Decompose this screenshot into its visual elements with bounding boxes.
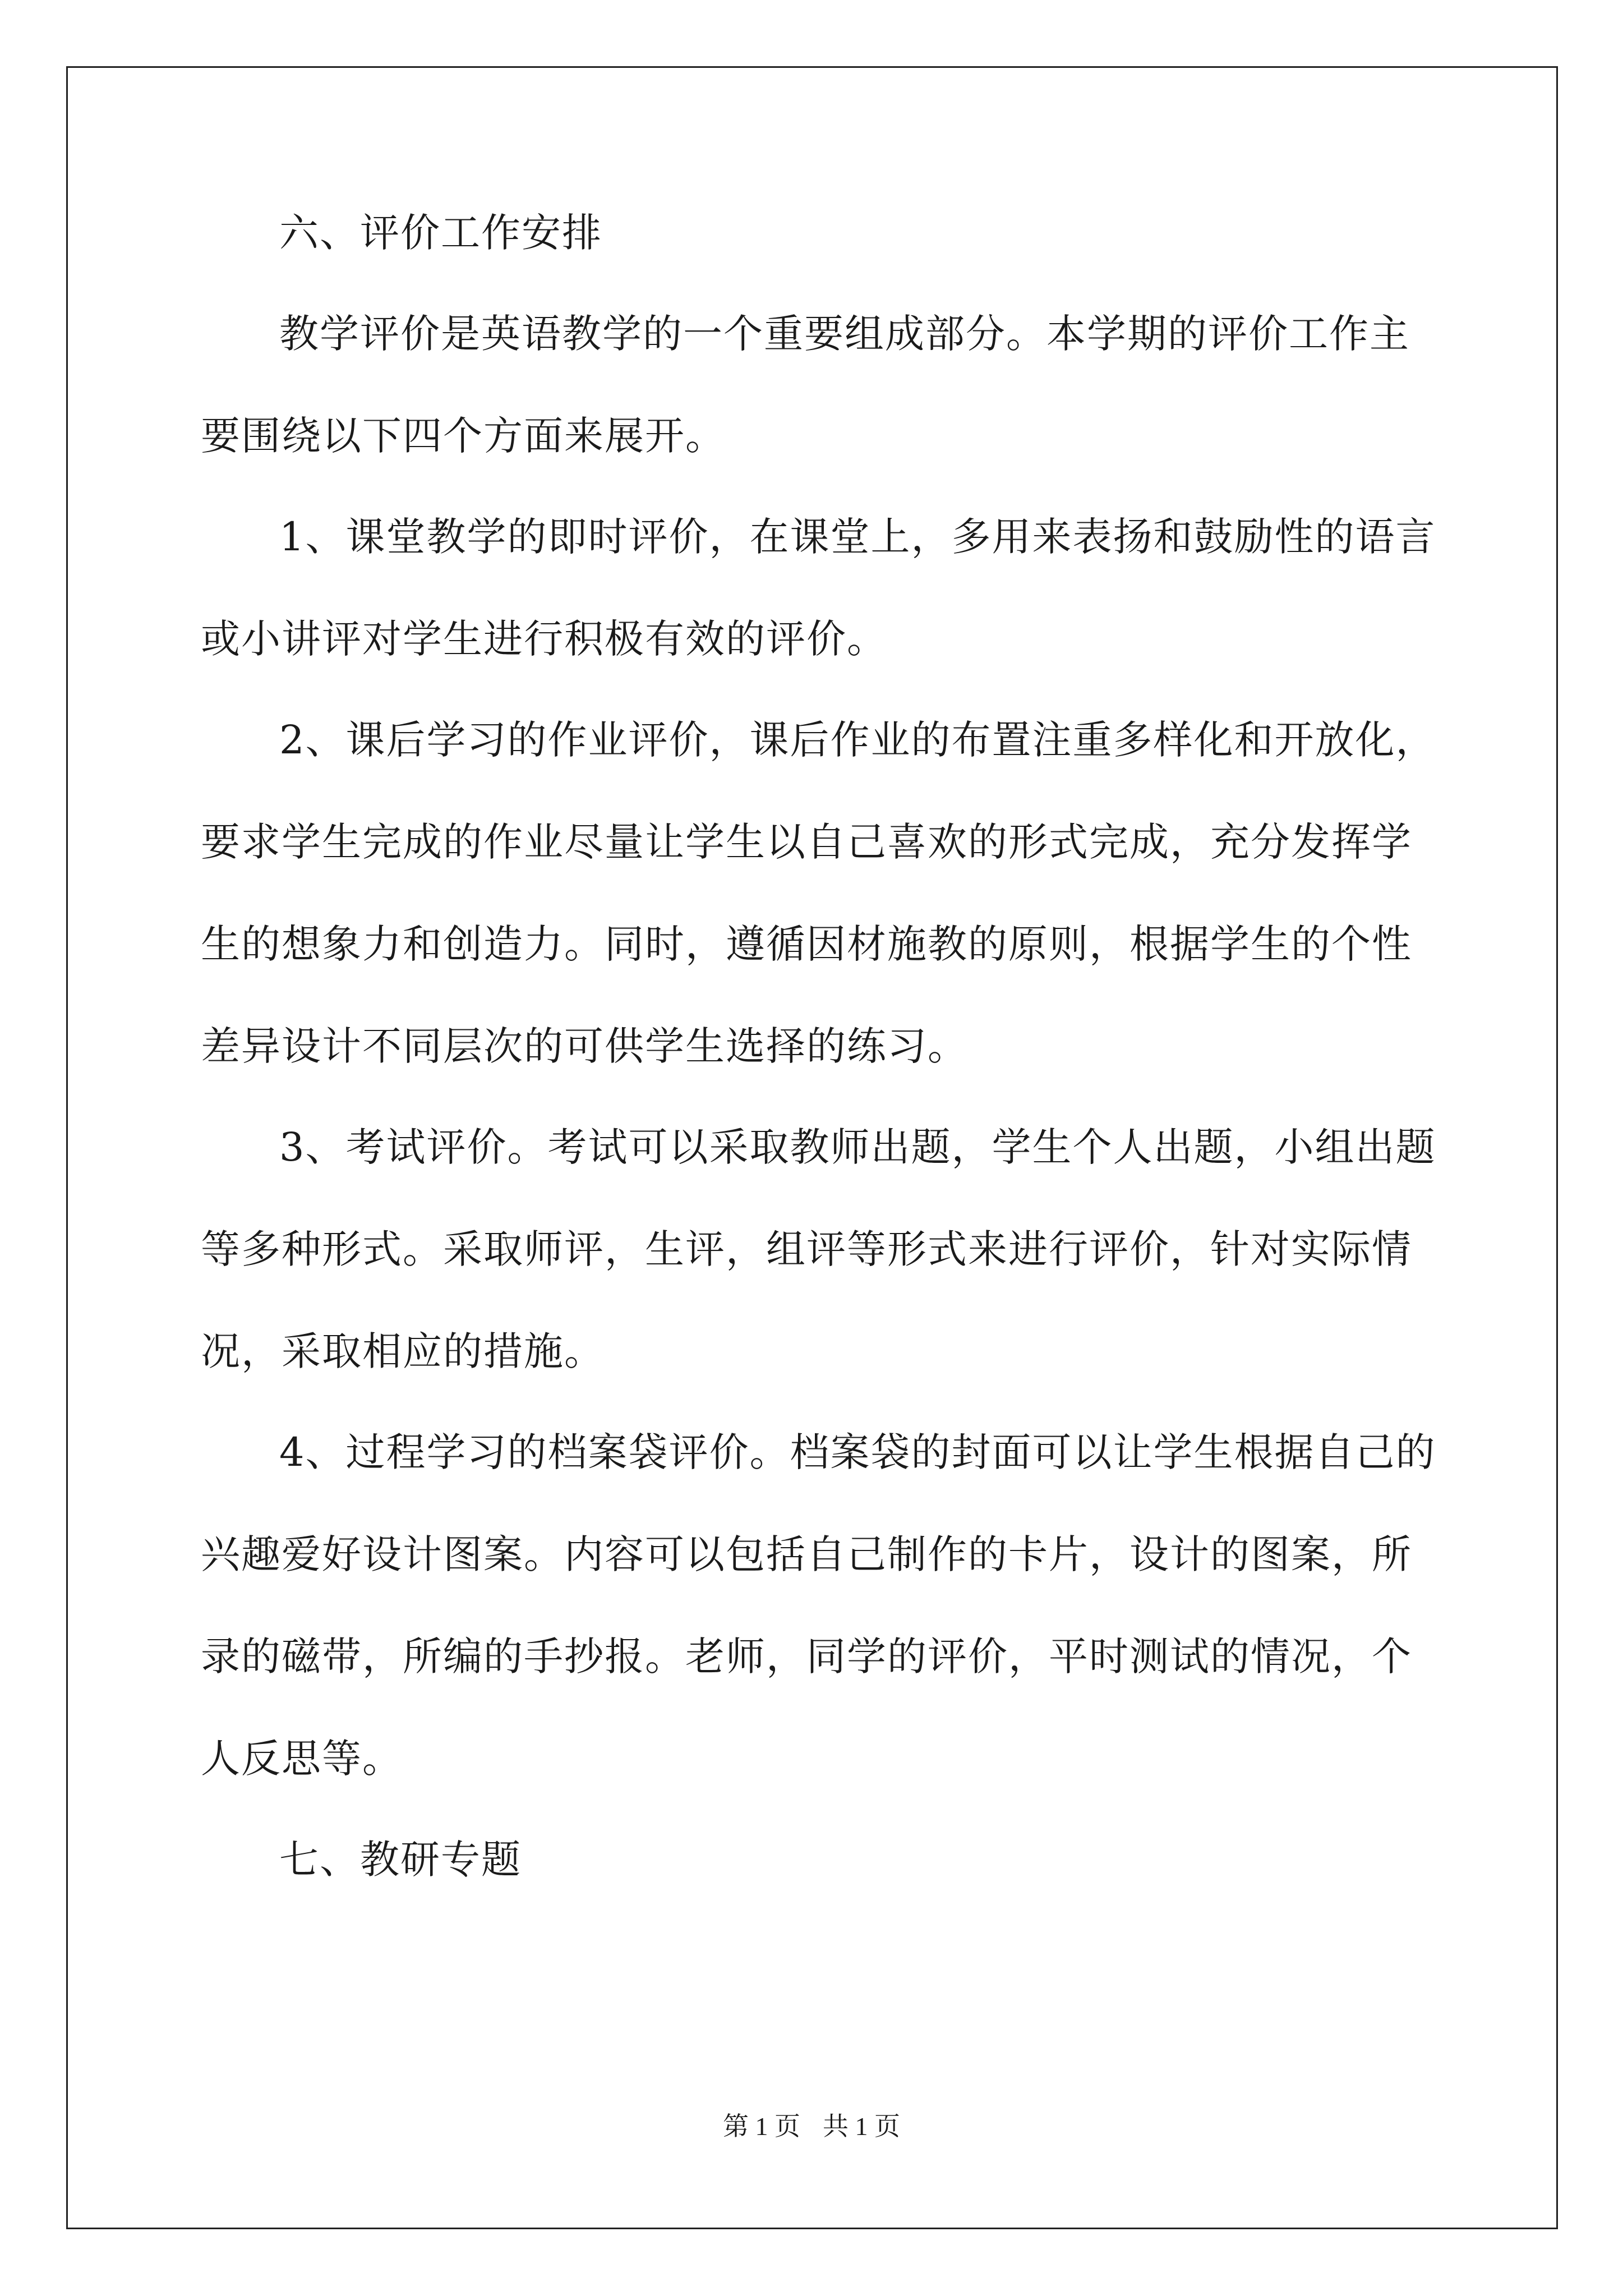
intro-paragraph [201, 309, 1435, 461]
paragraph-line: 3、考试评价。考试可以采取教师出题，学生个人出题，小组出题 [279, 1124, 1436, 1170]
page-number-current: 第 1 页 [723, 2112, 800, 2141]
item-2-paragraph [201, 715, 1435, 1071]
item-3-paragraph [201, 1122, 1435, 1377]
paragraph-line: 等多种形式。采取师评，生评，组评等形式来进行评价，针对实际情 [201, 1226, 1412, 1272]
section-heading-6: 六、评价工作安排 [279, 210, 602, 256]
paragraph-line: 或小讲评对学生进行积极有效的评价。 [201, 616, 887, 662]
paragraph-line: 况，采取相应的措施。 [201, 1328, 605, 1374]
document-body [201, 208, 1435, 1885]
item-4-paragraph [201, 1427, 1435, 1784]
paragraph-line: 要围绕以下四个方面来展开。 [201, 413, 726, 459]
paragraph-line: 录的磁带，所编的手抄报。老师，同学的评价，平时测试的情况，个 [201, 1634, 1412, 1680]
paragraph-line: 2、课后学习的作业评价，课后作业的布置注重多样化和开放化， [279, 717, 1436, 763]
paragraph-line: 兴趣爱好设计图案。内容可以包括自己制作的卡片，设计的图案，所 [201, 1531, 1412, 1577]
paragraph-line: 生的想象力和创造力。同时，遵循因材施教的原则，根据学生的个性 [201, 921, 1412, 967]
page-footer [0, 2106, 1623, 2143]
page-number-total: 共 1 页 [823, 2112, 900, 2141]
paragraph-line: 要求学生完成的作业尽量让学生以自己喜欢的形式完成，充分发挥学 [201, 819, 1412, 865]
paragraph-line: 4、过程学习的档案袋评价。档案袋的封面可以让学生根据自己的 [279, 1429, 1436, 1475]
paragraph-line: 人反思等。 [201, 1736, 403, 1782]
item-1-paragraph [201, 512, 1435, 664]
paragraph-line: 1、课堂教学的即时评价，在课堂上，多用来表扬和鼓励性的语言 [279, 514, 1436, 560]
paragraph-line: 差异设计不同层次的可供学生选择的练习。 [201, 1023, 968, 1069]
section-heading-7: 七、教研专题 [279, 1837, 522, 1883]
paragraph-line: 教学评价是英语教学的一个重要组成部分。本学期的评价工作主 [279, 311, 1410, 357]
